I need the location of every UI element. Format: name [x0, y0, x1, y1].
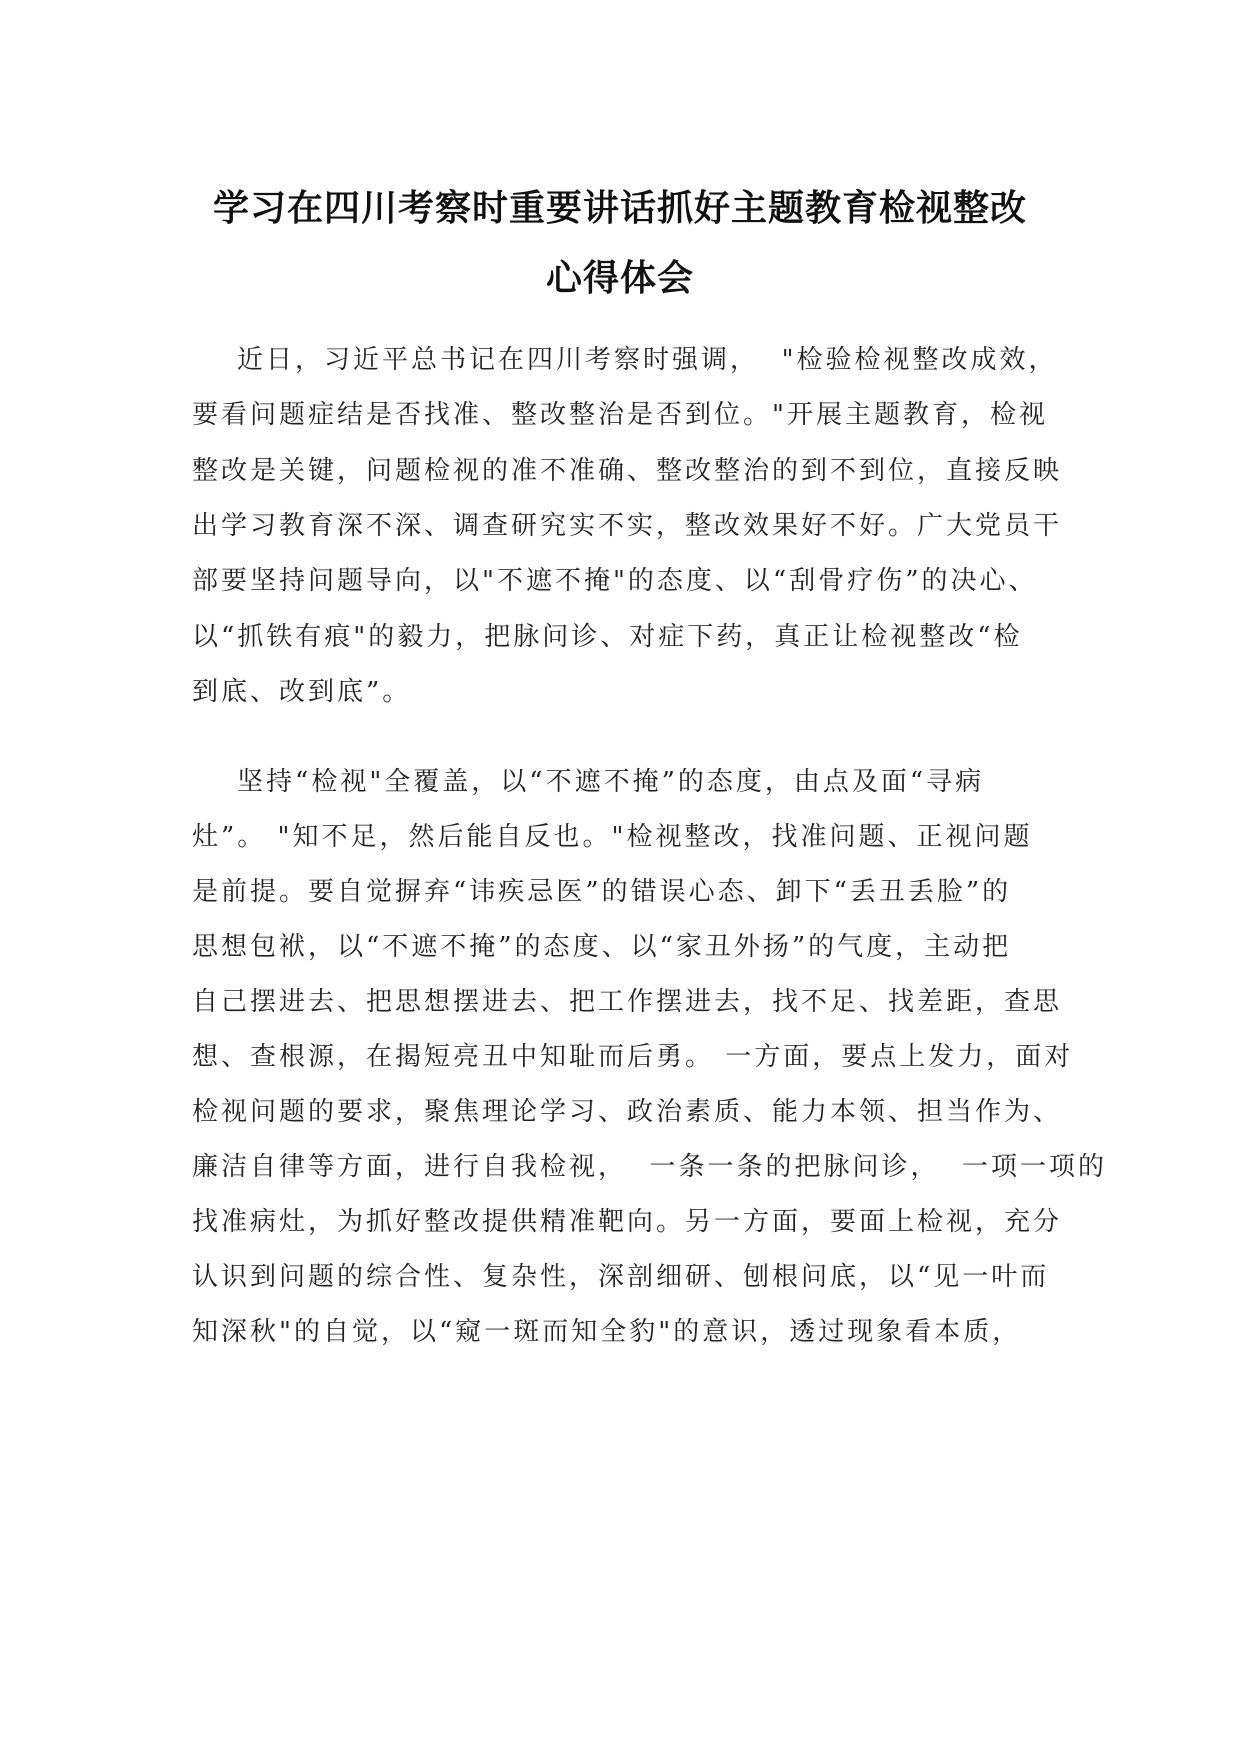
- paragraph-2-line: 思想包袱，以“不遮不掩”的态度、以“家丑外扬”的气度，主动把: [192, 932, 1012, 962]
- paragraph-1-line: 出学习教育深不深、调查研究实不实，整改效果好不好。广大党员干: [192, 511, 1063, 541]
- paragraph-1-line: 要看问题症结是否找准、整改整治是否到位。"开展主题教育，检视: [192, 400, 1048, 430]
- paragraph-1-line: 近日，习近平总书记在四川考察时强调， "检验检视整改成效，: [192, 345, 1058, 375]
- paragraph-2-line: 想、查根源，在揭短亮丑中知耻而后勇。 一方面，要点上发力，面对: [192, 1042, 1074, 1072]
- paragraph-2-line: 自己摆进去、把思想摆进去、把工作摆进去，找不足、找差距，查思: [192, 987, 1063, 1017]
- paragraph-2-line: 廉洁自律等方面，进行自我检视， 一条一条的把脉问诊， 一项一项的: [192, 1152, 1108, 1182]
- paragraph-2-line: 知深秋"的自觉，以“窥一斑而知全豹"的意识，透过现象看本质，: [192, 1317, 1022, 1347]
- paragraph-1-line: 到底、改到底”。: [192, 677, 412, 707]
- document-title-line-2: 心得体会: [545, 258, 694, 299]
- paragraph-2-line: 坚持“检视"全覆盖，以“不遮不掩”的态度，由点及面“寻病: [192, 767, 985, 797]
- document-title-line-1: 学习在四川考察时重要讲话抓好主题教育检视整改: [212, 188, 1027, 229]
- paragraph-2-line: 检视问题的要求，聚焦理论学习、政治素质、能力本领、担当作为、: [192, 1097, 1063, 1127]
- paragraph-1-line: 整改是关键，问题检视的准不准确、整改整治的到不到位，直接反映: [192, 456, 1063, 486]
- paragraph-2-line: 找准病灶，为抓好整改提供精准靶向。另一方面，要面上检视，充分: [192, 1207, 1063, 1237]
- paragraph-2-line: 认识到问题的综合性、复杂性，深剖细研、刨根问底，以“见一叶而: [192, 1262, 1050, 1292]
- paragraph-2-line: 灶”。 "知不足，然后能自反也。"检视整改，找准问题、正视问题: [192, 822, 1033, 852]
- paragraph-2-line: 是前提。要自觉摒弃“讳疾忌医”的错误心态、卸下“丢丑丢脸”的: [192, 877, 1012, 907]
- paragraph-1-line: 以“抓铁有痕"的毅力，把脉问诊、对症下药，真正让检视整改“检: [192, 622, 1023, 652]
- paragraph-1-line: 部要坚持问题导向，以"不遮不掩"的态度、以“刮骨疗伤”的决心、: [192, 566, 1038, 596]
